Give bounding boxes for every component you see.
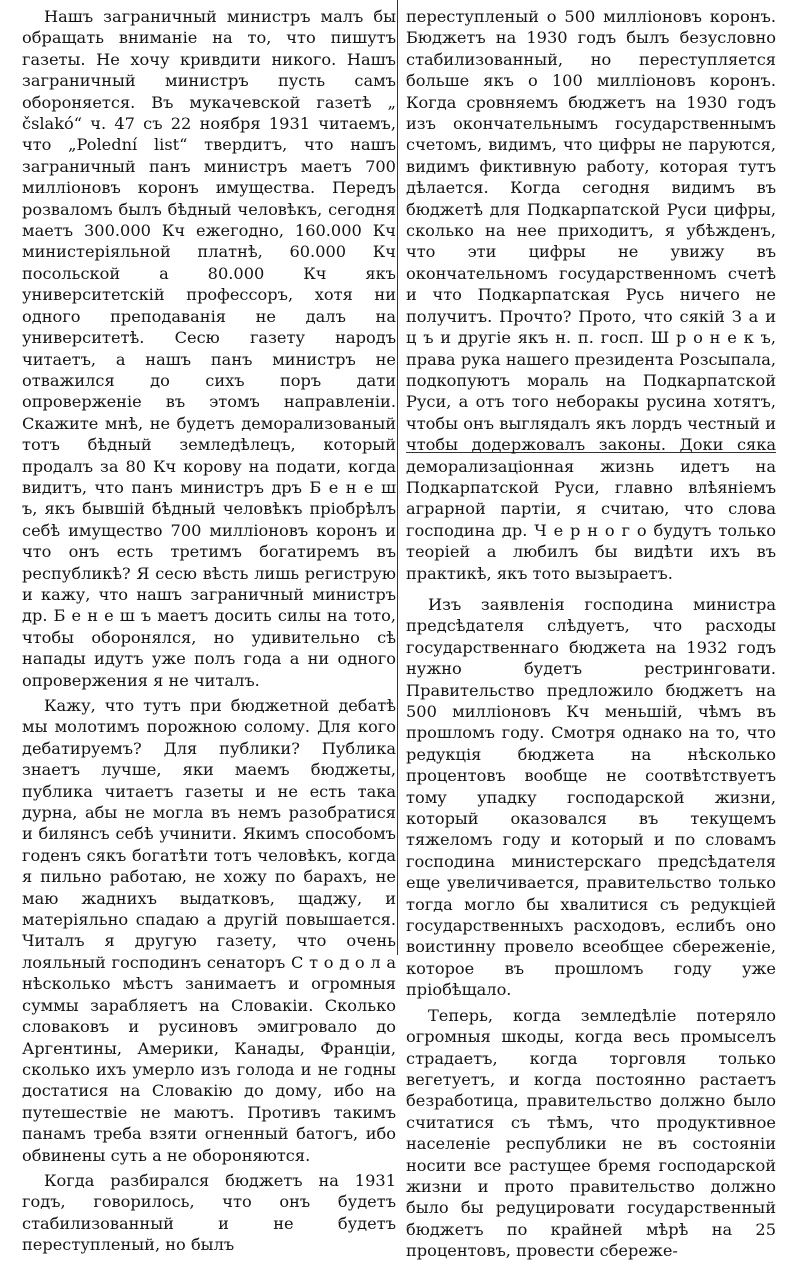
right-column (406, 6, 776, 1266)
left-column (22, 6, 396, 1260)
paragraph: Теперь, когда земледѣліе потеряло огромныя шкоды, когда весь промыселъ страдаетъ, когда торговля только вегетуетъ, и когда постоянно растаетъ безработица, правительство должно было считатися съ тѣмъ, что продуктивное населеніе республики не въ состояніи носити все растущее бремя господарской жизни и прото правительство должно было бы редуцировати государственный бюджетъ по крайней мѣрѣ на 25 процентовъ, провести сбереже- (406, 1005, 776, 1261)
paragraph: Кажу, что тутъ при бюджетной дебатѣ мы молотимъ порожною солому. Для кого дебатируемъ? Для публики? Публика знаетъ лучше, яки маемъ бюджеты, публика читаетъ газеты и не есть така дурна, абы не могла въ немъ разобратися и билянсъ себѣ учинити. Якимъ способомъ годенъ сякъ богатѣти тотъ человѣкъ, когда я пильно работаю, не хожу по барахъ, не маю жаднихъ выдатковъ, щаджу, и матеріяльно спадаю а другій повышается. Читалъ я другую газету, что очень лояльный господинъ сенаторъ С т о д о л а нѣсколько мѣстъ занимаетъ и огромныя суммы зарабляетъ на Словакіи. Сколько словаковъ и русиновъ эмигровало до Аргентины, Америки, Канады, Францiи, сколько ихъ умерло изъ голода и не годны достатися на Словакію до дому, ибо на путешествіе не маютъ. Противъ такимъ панамъ треба взяти огненный батогъ, ибо обвинены суть а не обороняются. (22, 696, 396, 1165)
paragraph: Изъ заявленія господина министра предсѣдателя слѣдуетъ, что расходы государственнаго бюджета на 1932 годъ нужно будетъ рестринговати. Правительство предложило бюджетъ на 500 милліоновъ Кч меньшій, чѣмъ въ прошломъ году. Смотря однако на то, что редукція бюджета на нѣсколько процентовъ вообще не соотвѣтствуетъ тому упадку господарской жизни, который оказовался въ текущемъ тяжеломъ году и который и по словамъ господина министерскаго предсѣдателя еще увеличивается, правительство только тогда могло бы хвалитися съ редукціей государственныхъ расходовъ, еслибъ оно воистинну провело всеобщее сбереженіе, которое въ прошломъ году уже пріобѣщало. (406, 594, 776, 1000)
column-divider (397, 0, 398, 955)
paragraph: переступленый о 500 милліоновъ коронъ. Бюджетъ на 1930 годъ былъ безусловно стабилизованный, но переступляется больше якъ о 100 милліоновъ коронъ. Когда сровняемъ бюджетъ на 1930 годъ изъ окончательнымъ государственнымъ счетомъ, видимъ, что цифры не паруются, видимъ фиктивную работу, которая тутъ дѣлается. Когда сегодня видимъ въ бюджетѣ для Подкарпатской Руси цифры, сколько на нее приходитъ, я убѣжденъ, что эти цифры не увижу въ окончательномъ государственномъ счетѣ и что Подкарпатская Русь ничего не получитъ. Прочто? Прото, что сякій З а и ц ъ и другіе якъ н. п. госп. Ш р о н е к ъ, права рука нашего президента Розсыпала, подкопуютъ мораль на Подкарпатской Руси, а отъ того неборакы русина хотятъ, чтобы онъ выглядалъ якъ лордъ честный и чтобы додержовалъ законы. Доки сяка деморализаціонная жизнь идетъ на Подкарпатской Руси, главно влѣяніемъ аграрной партіи, я считаю, что слова господина др. Ч е р н о г о будутъ только теоріей а любилъ бы видѣти ихъ въ практикѣ, якъ тото вызыраетъ. (406, 7, 776, 583)
paragraph: Когда разбирался бюджетъ на 1931 годъ, говорилось, что онъ будетъ стабилизованный и не будетъ переступленый, но былъ (22, 1170, 396, 1255)
paragraph: Нашъ заграничный министръ малъ бы обращать вниманіе на то, что пишутъ газеты. Не хочу кривдити никого. Нашъ заграничный министръ пусть самъ обороняется. Въ мукачевской газетѣ „ čslakó“ ч. 47 съ 22 ноября 1931 читаемъ, что „Polední list“ твердитъ, что нашъ заграничный панъ министръ маетъ 700 милліоновъ коронъ имущества. Передъ розваломъ былъ бѣдный человѣкъ, сегодня маетъ 300.000 Кч ежегодно, 160.000 Кч министеріяльной платнѣ, 60.000 Кч посольской а 80.000 Кч якъ университетскій професcоръ, хотя ни одного преподаванія не далъ на университетѣ. Сесю газету народъ читаетъ, а нашъ панъ министръ не отважился до сихъ поръ дати опроверженіе въ этомъ направленіи. Скажите мнѣ, не будетъ деморализованый тотъ бѣдный земледѣлецъ, который продалъ за 80 Кч корову на подати, когда видитъ, что панъ министръ дръ Б е н е ш ъ, якъ бывшій бѣдный человѣкъ пріобрѣлъ себѣ имущество 700 милліоновъ коронъ и что онъ есть третимъ богатиремъ въ республикѣ? Я сесю вѣсть лишь региструю и кажу, что нашъ заграничный министръ др. Б е н е ш ъ маетъ досить силы на тото, чтобы оборонялся, но удивительно сѣ напады идутъ уже полъ года а ни одного опровержения я не читалъ. (22, 7, 396, 690)
